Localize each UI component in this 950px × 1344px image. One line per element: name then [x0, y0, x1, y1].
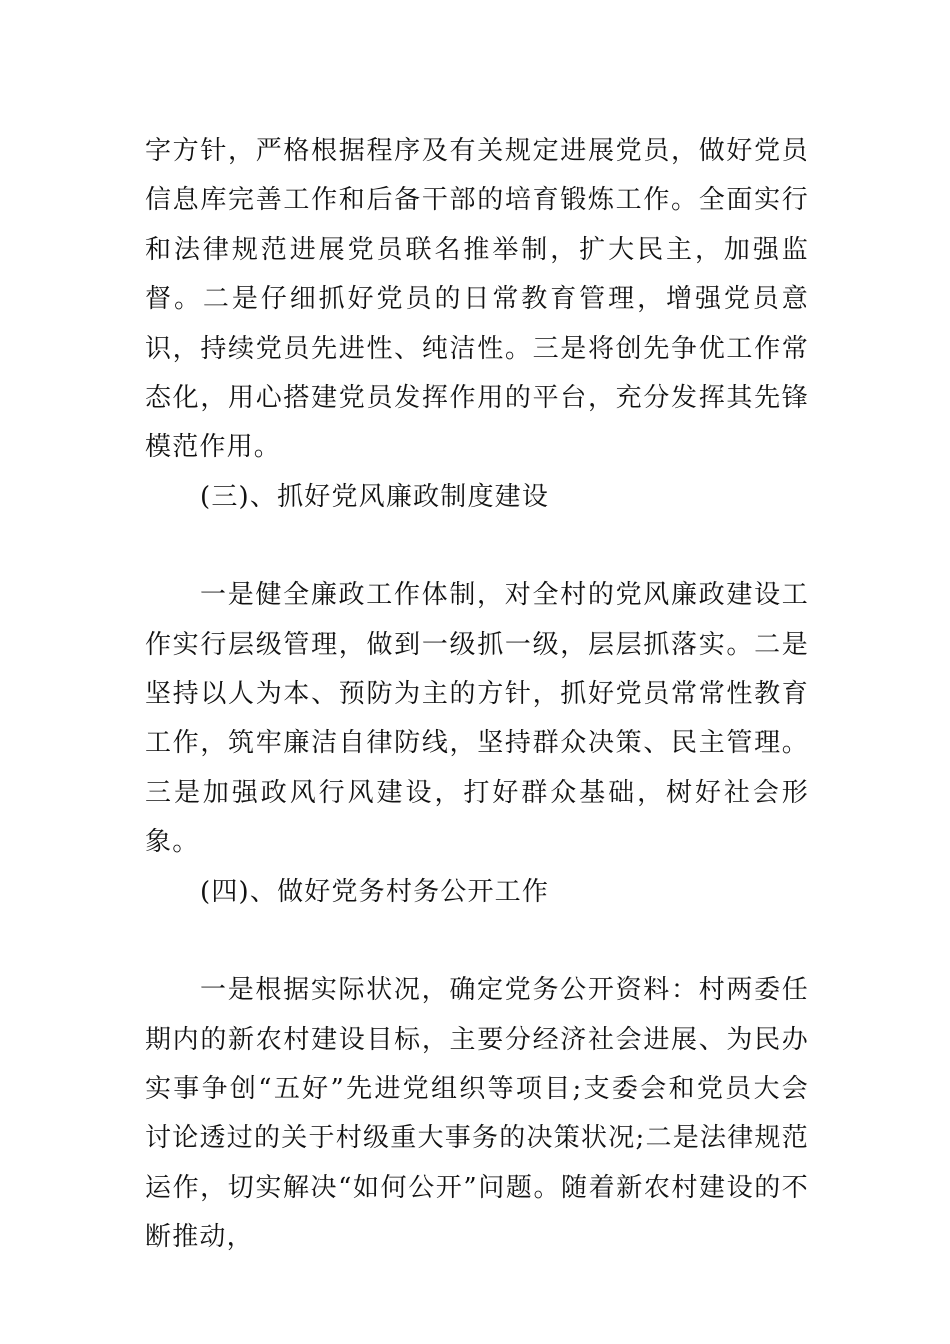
document-body [145, 127, 809, 1263]
paragraph-integrity-system: 一是健全廉政工作体制，对全村的党风廉政建设工作实行层级管理，做到一级抓一级，层层抓落实。二是坚持以人为本、预防为主的方针，抓好党员常常性教育工作，筑牢廉洁自律防线，坚持群众决策、民主管理。三是加强政风行风建设，打好群众基础，树好社会形象。 [145, 580, 809, 858]
paragraph-party-member-development: 字方针，严格根据程序及有关规定进展党员，做好党员信息库完善工作和后备干部的培育锻炼工作。全面实行和法律规范进展党员联名推举制，扩大民主，加强监督。二是仔细抓好党员的日常教育管理，增强党员意识，持续党员先进性、纯洁性。三是将创先争优工作常态化，用心搭建党员发挥作用的平台，充分发挥其先锋模范作用。 [145, 136, 809, 463]
paragraph-affairs-disclosure: 一是根据实际状况，确定党务公开资料：村两委任期内的新农村建设目标，主要分经济社会进展、为民办实事争创“五好”先进党组织等项目;支委会和党员大会讨论透过的关于村级重大事务的决策状况;二是法律规范运作，切实解决“如何公开”问题。随着新农村建设的不断推动， [145, 975, 809, 1253]
section-heading-affairs-disclosure: (四)、做好党务村务公开工作 [200, 876, 550, 907]
section-heading-integrity-system: (三)、抓好党风廉政制度建设 [200, 481, 550, 512]
